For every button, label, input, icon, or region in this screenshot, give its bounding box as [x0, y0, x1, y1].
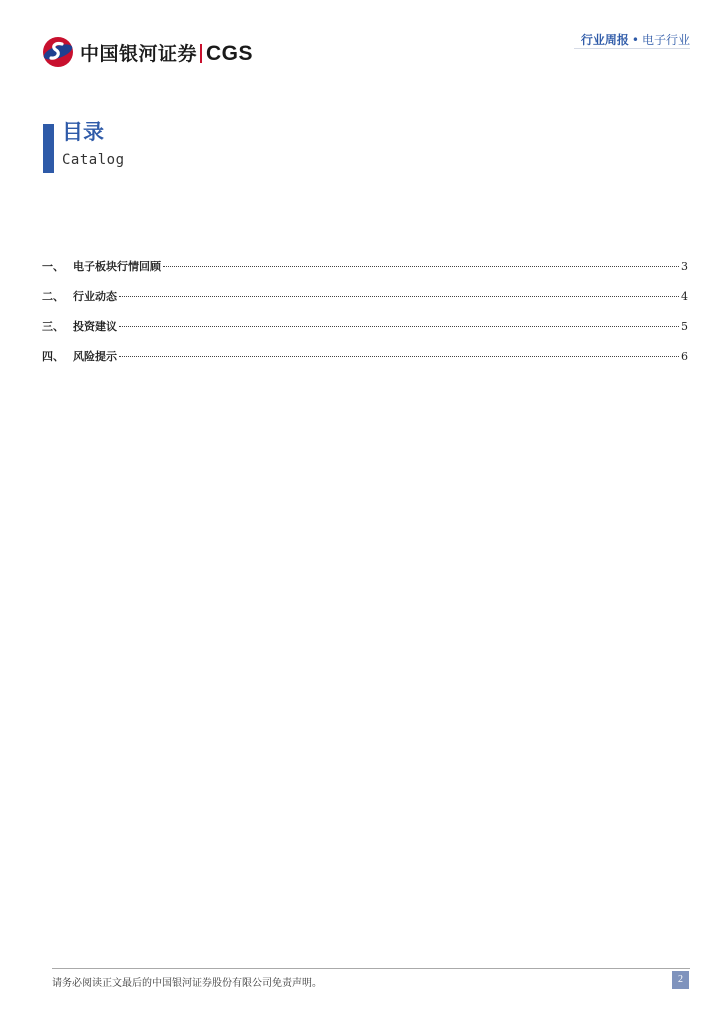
toc-entry-label: 投资建议 [73, 320, 117, 333]
toc-entry-industry-news[interactable] [42, 288, 688, 318]
footer-divider [52, 968, 690, 969]
logo-company-name: 中国银河证券 [80, 42, 198, 65]
toc-entry-page: 4 [681, 290, 688, 303]
toc-entry-risk-warning[interactable] [42, 348, 688, 378]
industry-label: 电子行业 [641, 33, 690, 47]
toc-entry-number: 四、 [42, 350, 64, 363]
logo-wordmark [80, 39, 253, 66]
toc-dot-leader [163, 266, 679, 267]
page-number-badge: 2 [672, 971, 689, 989]
company-logo [42, 36, 253, 68]
toc-entry-label: 电子板块行情回顾 [73, 260, 161, 273]
catalog-title: 目录 [62, 120, 104, 144]
table-of-contents [42, 258, 688, 378]
toc-entry-label: 行业动态 [73, 290, 117, 303]
header-report-info [581, 31, 690, 48]
report-type: 行业周报 [580, 33, 629, 47]
toc-dot-leader [119, 326, 679, 327]
logo-divider [200, 44, 202, 63]
catalog-accent-bar [43, 124, 54, 173]
logo-cgs-text: CGS [206, 41, 254, 65]
toc-entry-number: 二、 [42, 290, 64, 303]
toc-entry-page: 5 [681, 320, 688, 333]
toc-entry-number: 一、 [42, 260, 64, 273]
toc-entry-number: 三、 [42, 320, 64, 333]
header-divider [574, 48, 690, 49]
toc-dot-leader [119, 356, 679, 357]
header-separator: • [631, 33, 639, 47]
cgs-logo-icon [42, 36, 74, 68]
toc-entry-label: 风险提示 [73, 350, 117, 363]
toc-dot-leader [119, 296, 679, 297]
toc-entry-page: 3 [681, 260, 688, 273]
toc-entry-investment-advice[interactable] [42, 318, 688, 348]
toc-entry-page: 6 [681, 350, 688, 363]
footer-disclaimer: 请务必阅读正文最后的中国银河证券股份有限公司免责声明。 [52, 978, 322, 989]
catalog-subtitle: Catalog [62, 152, 125, 168]
toc-entry-market-review[interactable] [42, 258, 688, 288]
